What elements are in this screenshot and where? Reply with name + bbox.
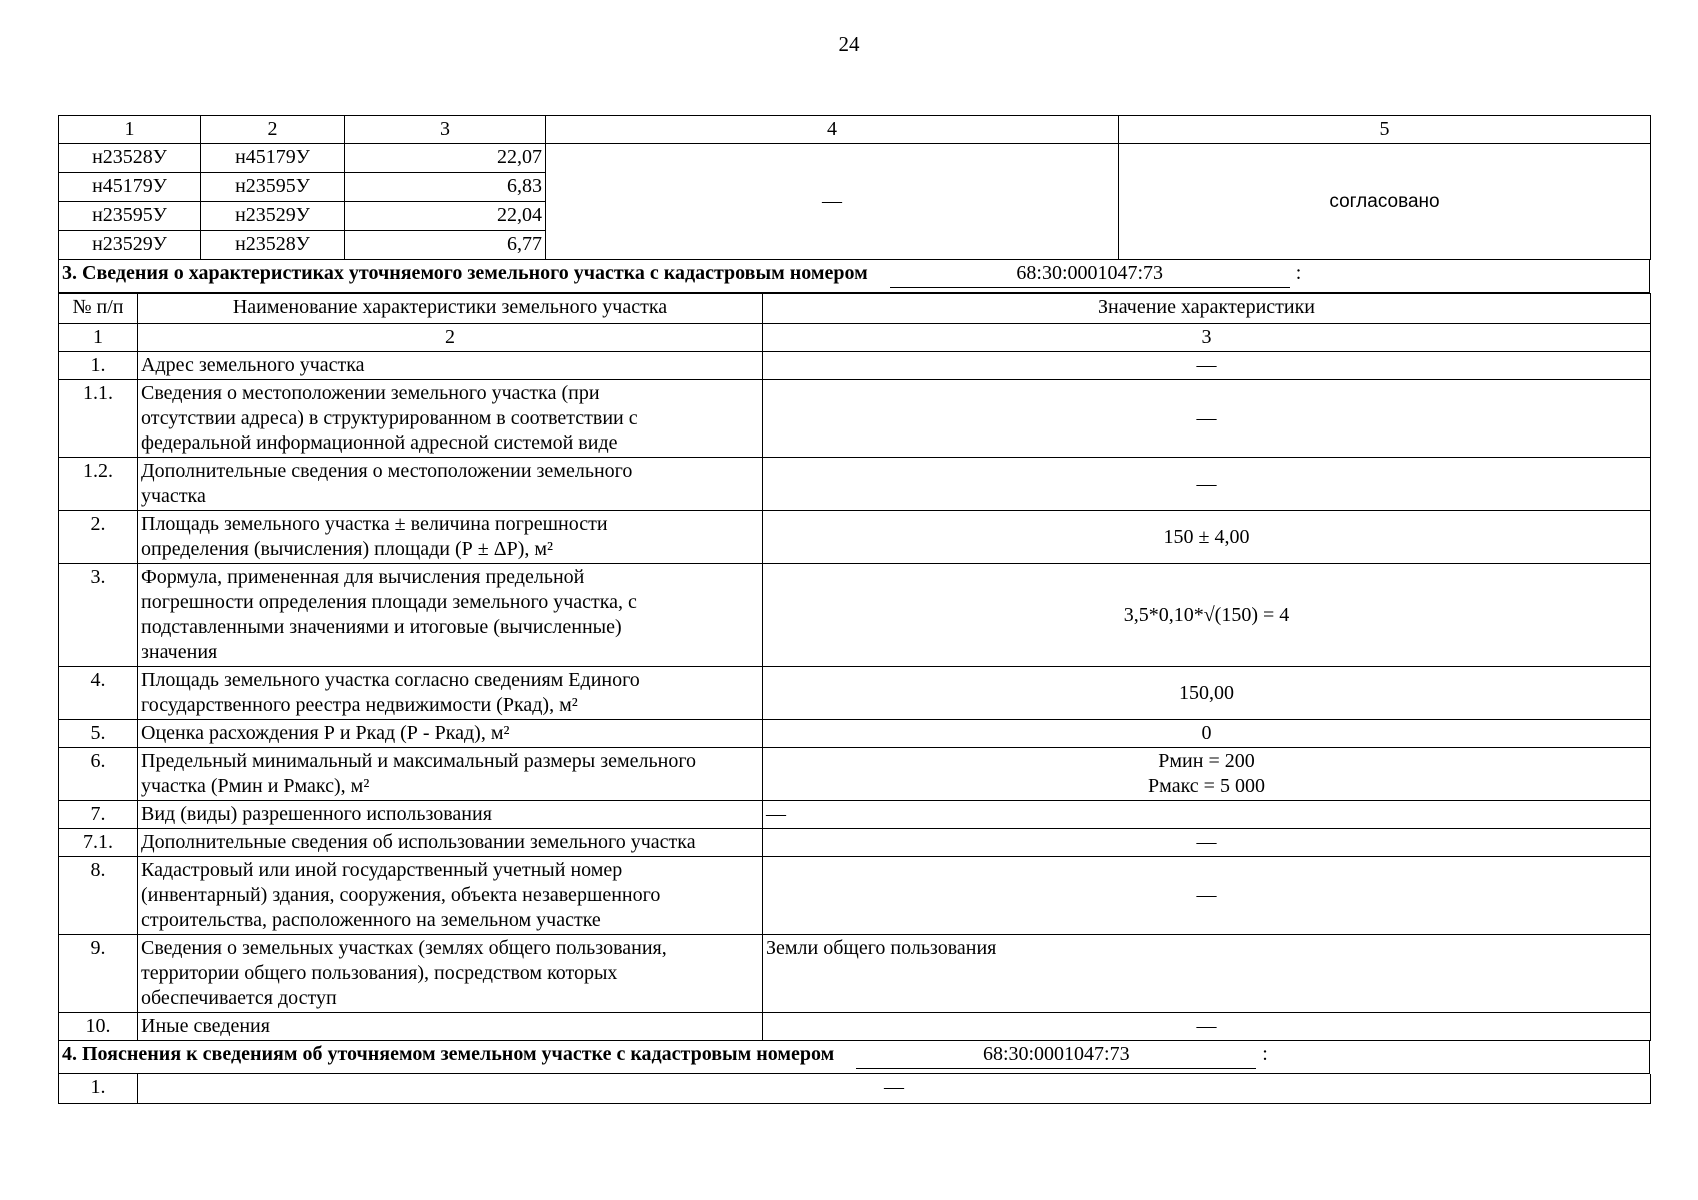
boundary-header-cell: 1 xyxy=(59,116,201,144)
characteristic-name-line: подставленными значениями и итоговые (вычисленные) xyxy=(141,616,622,638)
characteristic-value xyxy=(763,857,1651,935)
boundary-header-cell: 3 xyxy=(345,116,546,144)
to-point: н23529У xyxy=(201,202,345,231)
characteristic-name xyxy=(138,720,763,748)
characteristic-num: 3. xyxy=(59,564,138,667)
characteristic-name xyxy=(138,380,763,458)
boundary-header-cell: 2 xyxy=(201,116,345,144)
characteristic-value xyxy=(763,935,1651,1013)
characteristic-name xyxy=(138,458,763,511)
characteristic-value-line: — xyxy=(1196,407,1217,429)
section4-cadastral-number: 68:30:0001047:73 xyxy=(856,1042,1256,1069)
characteristic-num: 2. xyxy=(59,511,138,564)
characteristic-num: 1.1. xyxy=(59,380,138,458)
characteristic-row xyxy=(59,380,1651,458)
characteristic-value xyxy=(763,829,1651,857)
boundary-status: согласовано xyxy=(1119,144,1651,260)
section4-title: 4. Пояснения к сведениям об уточняемом земельном участке с кадастровым номером xyxy=(62,1043,835,1065)
characteristic-name-line: строительства, расположенного на земельном участке xyxy=(141,909,601,931)
characteristic-value xyxy=(763,748,1651,801)
page-number: 24 xyxy=(838,32,860,56)
boundary-table xyxy=(58,115,1651,260)
characteristic-name-line: территории общего пользования), посредством которых xyxy=(141,962,618,984)
characteristic-value-line: — xyxy=(1196,472,1217,495)
characteristic-name xyxy=(138,829,763,857)
characteristic-row xyxy=(59,1013,1651,1041)
document-body xyxy=(58,115,1650,1104)
characteristic-num: 4. xyxy=(59,667,138,720)
characteristic-value-line: 150,00 xyxy=(1179,681,1234,704)
characteristic-value-line: Земли общего пользования xyxy=(766,937,997,959)
characteristic-row xyxy=(59,511,1651,564)
characteristic-name xyxy=(138,352,763,380)
from-point: н23529У xyxy=(59,231,201,260)
characteristic-name-line: Оценка расхождения Р и Ркад (Р - Ркад), м² xyxy=(141,722,510,744)
section4-heading-table xyxy=(58,1041,1650,1074)
characteristic-value-line: — xyxy=(1196,354,1217,376)
header-name: Наименование характеристики земельного участка xyxy=(138,294,763,324)
characteristic-name xyxy=(138,1013,763,1041)
characteristic-row xyxy=(59,829,1651,857)
characteristic-row xyxy=(59,935,1651,1013)
characteristic-value-line: — xyxy=(1196,1015,1217,1037)
characteristic-name-line: определения (вычисления) площади (Р ± ΔР), м² xyxy=(141,538,554,560)
characteristic-value xyxy=(763,352,1651,380)
explanation-row xyxy=(59,1074,1651,1103)
characteristics-header-row xyxy=(59,294,1651,324)
header-value: Значение характеристики xyxy=(763,294,1651,324)
to-point: н23595У xyxy=(201,173,345,202)
explanation-num: 1. xyxy=(59,1074,138,1103)
characteristics-table xyxy=(58,293,1651,1041)
characteristic-row xyxy=(59,857,1651,935)
section3-cadastral-number: 68:30:0001047:73 xyxy=(890,261,1290,288)
characteristic-name-line: Предельный минимальный и максимальный размеры земельного xyxy=(141,750,697,772)
characteristic-name-line: обеспечивается доступ xyxy=(141,987,337,1009)
section3-heading xyxy=(59,260,1650,293)
characteristic-name-line: (инвентарный) здания, сооружения, объекта незавершенного xyxy=(141,884,661,906)
section3-title: 3. Сведения о характеристиках уточняемого земельного участка с кадастровым номером xyxy=(62,262,868,284)
characteristic-num: 1. xyxy=(59,352,138,380)
characteristic-value-line: — xyxy=(1196,831,1217,853)
characteristic-value-line: Рмин = 200 xyxy=(1158,750,1255,772)
characteristic-name-line: Площадь земельного участка согласно сведениям Единого xyxy=(141,669,640,691)
to-point: н45179У xyxy=(201,144,345,173)
characteristic-name-line: Сведения о земельных участках (землях общего пользования, xyxy=(141,937,667,959)
col-number: 1 xyxy=(59,324,138,352)
characteristic-value xyxy=(763,564,1651,667)
characteristic-name-line: федеральной информационной адресной системой виде xyxy=(141,432,618,454)
segment-length: 22,07 xyxy=(345,144,546,173)
segment-length: 6,83 xyxy=(345,173,546,202)
characteristic-num: 7.1. xyxy=(59,829,138,857)
characteristic-value xyxy=(763,801,1651,829)
characteristic-row xyxy=(59,564,1651,667)
characteristic-name-line: государственного реестра недвижимости (Ркад), м² xyxy=(141,694,578,716)
characteristic-value-line: — xyxy=(1196,884,1217,906)
characteristic-row xyxy=(59,667,1651,720)
characteristic-value-line: 150 ± 4,00 xyxy=(1163,525,1250,548)
section4-colon: : xyxy=(1262,1043,1268,1065)
characteristic-num: 7. xyxy=(59,801,138,829)
characteristic-value xyxy=(763,720,1651,748)
characteristic-name xyxy=(138,511,763,564)
characteristic-name xyxy=(138,748,763,801)
characteristic-name-line: участка xyxy=(141,485,206,507)
segment-length: 6,77 xyxy=(345,231,546,260)
characteristic-name-line: Вид (виды) разрешенного использования xyxy=(141,803,492,825)
characteristic-name-line: отсутствии адреса) в структурированном в соответствии с xyxy=(141,407,638,429)
characteristic-name xyxy=(138,564,763,667)
characteristic-name xyxy=(138,857,763,935)
boundary-col4: — xyxy=(546,144,1119,260)
explanation-value: — xyxy=(138,1074,1651,1103)
characteristic-row xyxy=(59,352,1651,380)
characteristic-value xyxy=(763,1013,1651,1041)
characteristic-num: 8. xyxy=(59,857,138,935)
characteristic-num: 1.2. xyxy=(59,458,138,511)
characteristic-value xyxy=(763,511,1651,564)
section3-colon: : xyxy=(1295,262,1302,284)
col-number: 2 xyxy=(138,324,763,352)
section4-heading xyxy=(59,1041,1650,1074)
characteristic-name-line: участка (Рмин и Рмакс), м² xyxy=(141,775,370,797)
characteristic-name xyxy=(138,801,763,829)
characteristic-row xyxy=(59,801,1651,829)
characteristic-name-line: Формула, примененная для вычисления предельной xyxy=(141,566,585,588)
boundary-header-cell: 5 xyxy=(1119,116,1651,144)
header-num: № п/п xyxy=(59,294,138,324)
characteristic-num: 10. xyxy=(59,1013,138,1041)
characteristic-value-line: Рмакс = 5 000 xyxy=(1148,775,1265,797)
from-point: н23528У xyxy=(59,144,201,173)
characteristic-value xyxy=(763,458,1651,511)
characteristic-num: 6. xyxy=(59,748,138,801)
characteristic-name-line: значения xyxy=(141,641,218,663)
characteristic-name-line: Дополнительные сведения о местоположении земельного xyxy=(141,460,633,482)
characteristic-value xyxy=(763,380,1651,458)
boundary-header-row xyxy=(59,116,1651,144)
characteristic-name-line: Сведения о местоположении земельного участка (при xyxy=(141,382,600,404)
from-point: н45179У xyxy=(59,173,201,202)
characteristic-value-line: 0 xyxy=(1201,722,1212,744)
characteristic-name-line: Адрес земельного участка xyxy=(141,354,365,376)
characteristic-num: 5. xyxy=(59,720,138,748)
boundary-row xyxy=(59,144,1651,173)
characteristic-row xyxy=(59,748,1651,801)
characteristics-number-row xyxy=(59,324,1651,352)
characteristic-value-line: 3,5*0,10*√(150) = 4 xyxy=(1123,603,1290,626)
characteristic-name-line: Площадь земельного участка ± величина погрешности xyxy=(141,513,608,535)
characteristic-value-line: — xyxy=(766,803,786,825)
characteristic-row xyxy=(59,720,1651,748)
characteristic-name-line: Кадастровый или иной государственный учетный номер xyxy=(141,859,623,881)
characteristic-name xyxy=(138,935,763,1013)
characteristic-name-line: Дополнительные сведения об использовании земельного участка xyxy=(141,831,696,853)
to-point: н23528У xyxy=(201,231,345,260)
characteristic-num: 9. xyxy=(59,935,138,1013)
segment-length: 22,04 xyxy=(345,202,546,231)
characteristic-name-line: погрешности определения площади земельного участка, с xyxy=(141,591,637,613)
explanations-table xyxy=(58,1074,1651,1104)
characteristic-value xyxy=(763,667,1651,720)
col-number: 3 xyxy=(763,324,1651,352)
characteristic-name-line: Иные сведения xyxy=(141,1015,270,1037)
boundary-header-cell: 4 xyxy=(546,116,1119,144)
characteristic-name xyxy=(138,667,763,720)
from-point: н23595У xyxy=(59,202,201,231)
characteristic-row xyxy=(59,458,1651,511)
section3-heading-table xyxy=(58,260,1650,293)
